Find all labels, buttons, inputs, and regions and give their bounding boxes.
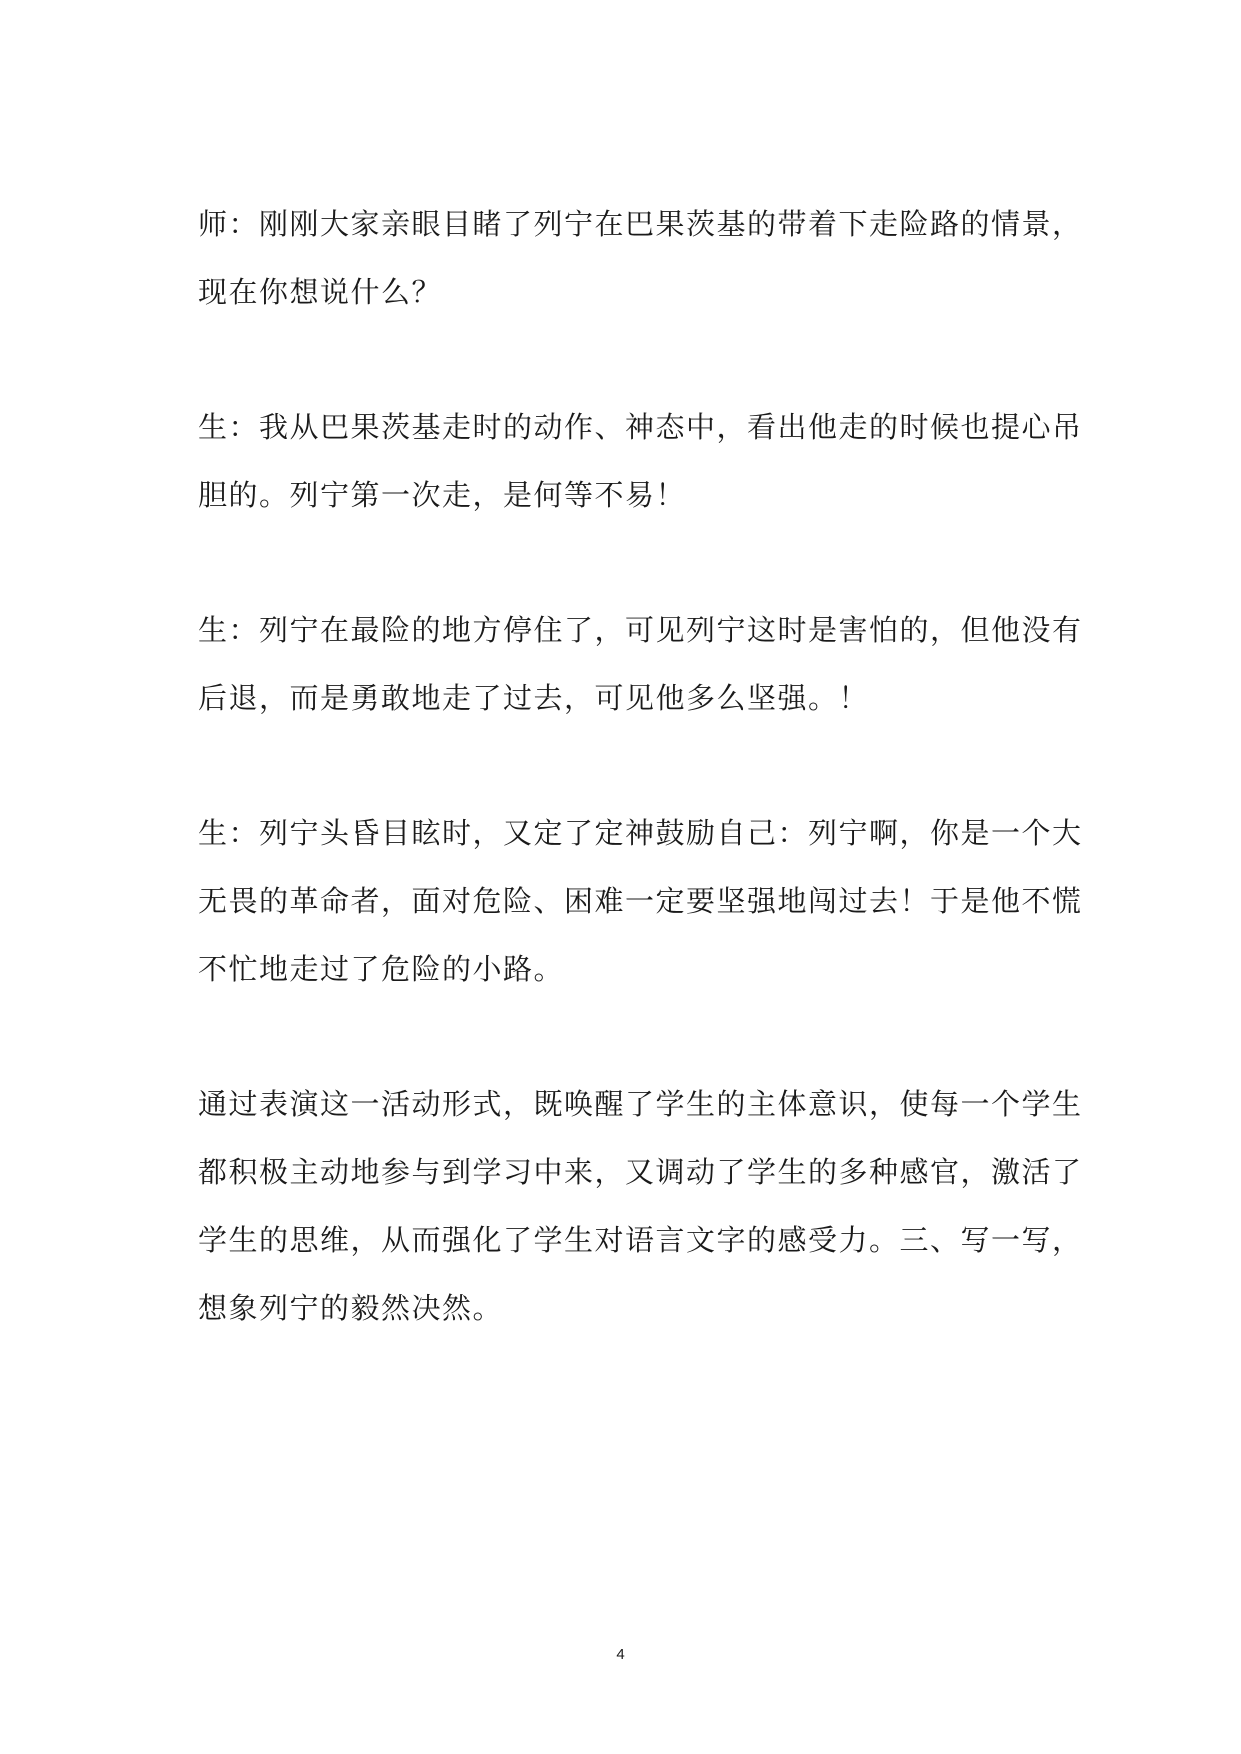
paragraph-line: 生：我从巴果茨基走时的动作、神态中，看出他走的时候也提心吊 [198,410,1083,444]
paragraph-line: 后退，而是勇敢地走了过去，可见他多么坚强。！ [198,681,870,715]
paragraph-line: 想象列宁的毅然决然。 [198,1291,504,1325]
paragraph-line: 通过表演这一活动形式，既唤醒了学生的主体意识，使每一个学生 [198,1087,1083,1121]
paragraph-line: 师：刚刚大家亲眼目睹了列宁在巴果茨基的带着下走险路的情景， [198,207,1083,241]
paragraph-line: 都积极主动地参与到学习中来，又调动了学生的多种感官，激活了 [198,1155,1083,1189]
paragraph-line: 无畏的革命者，面对危险、困难一定要坚强地闯过去！于是他不慌 [198,884,1083,918]
paragraph-line: 生：列宁头昏目眩时，又定了定神鼓励自己：列宁啊，你是一个大 [198,816,1083,850]
paragraph-line: 现在你想说什么？ [198,275,443,309]
paragraph-line: 学生的思维，从而强化了学生对语言文字的感受力。三、写一写， [198,1223,1083,1257]
paragraph-line: 胆的。列宁第一次走，是何等不易！ [198,478,687,512]
paragraph-line: 生：列宁在最险的地方停住了，可见列宁这时是害怕的，但他没有 [198,613,1083,647]
paragraph-line: 不忙地走过了危险的小路。 [198,952,565,986]
page-number: 4 [616,1646,625,1663]
